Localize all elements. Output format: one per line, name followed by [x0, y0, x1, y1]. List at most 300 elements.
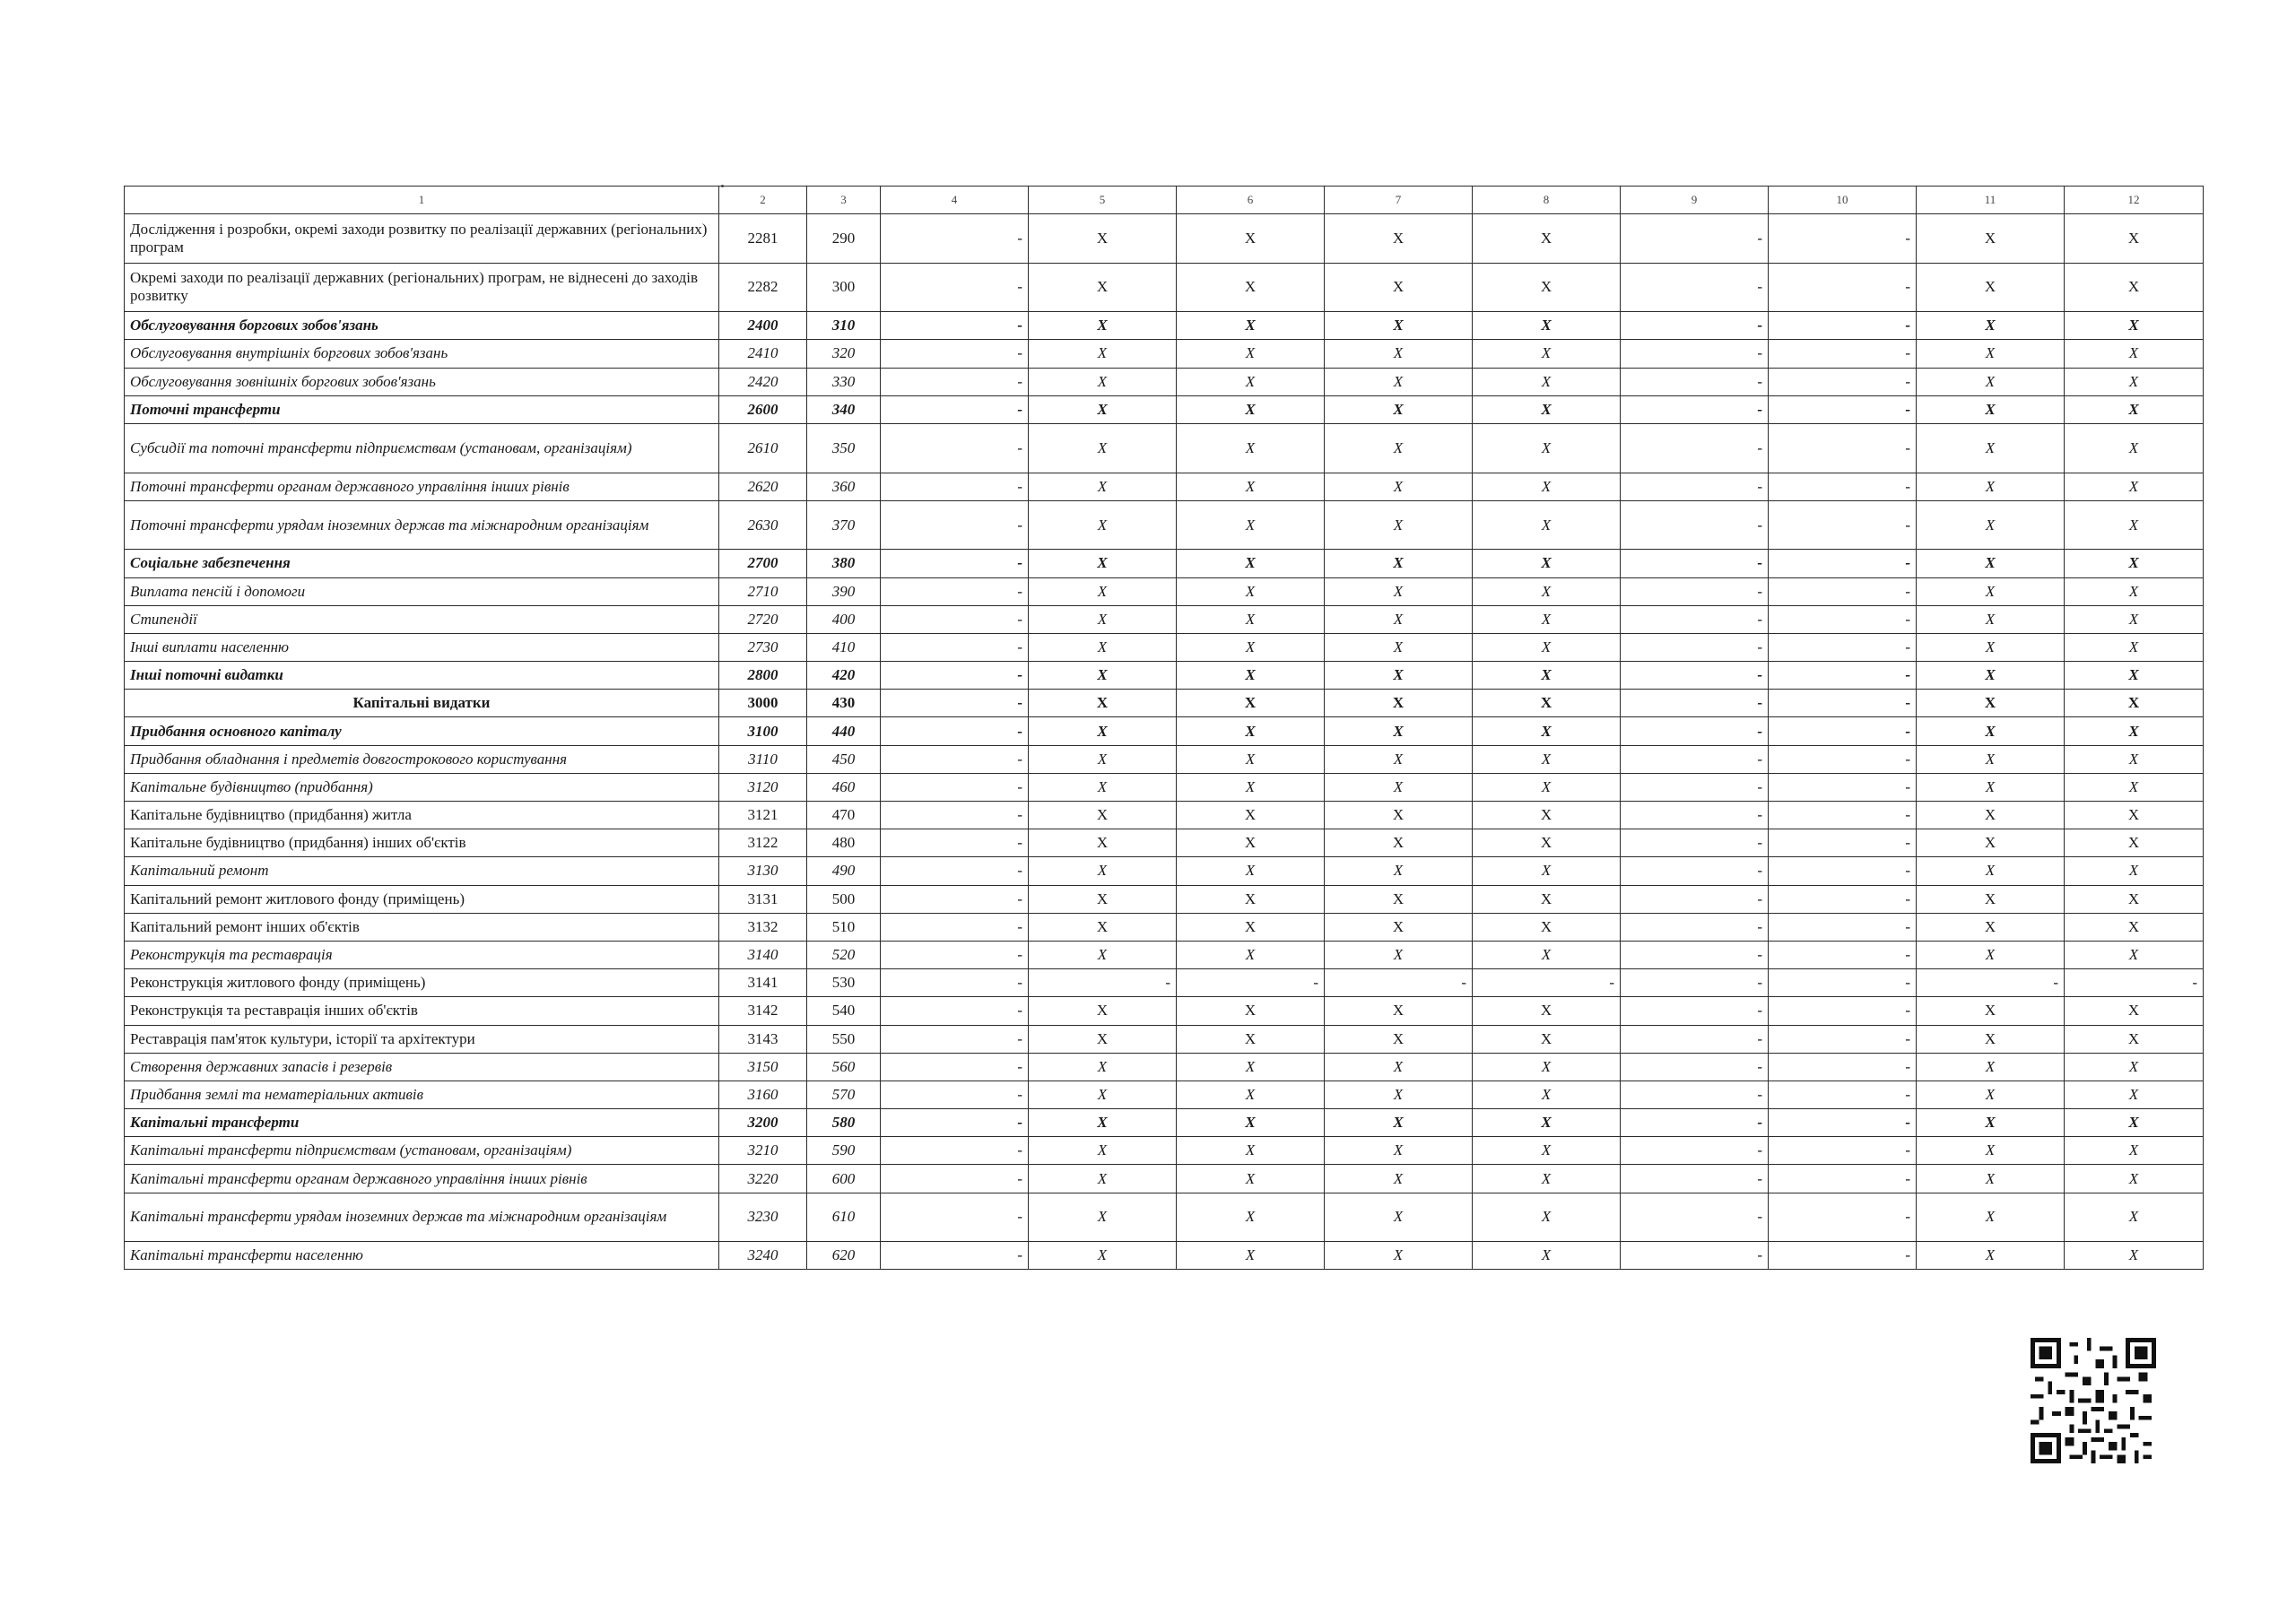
row-code: 2620: [719, 473, 807, 500]
row-name: Субсидії та поточні трансферти підприємствам (установам, організаціям): [125, 423, 719, 473]
row-line-number: 620: [807, 1242, 881, 1270]
row-value-cell: X: [1177, 1025, 1325, 1053]
row-value-cell: X: [1325, 997, 1473, 1025]
row-value-cell: -: [881, 717, 1029, 745]
row-value-cell: X: [1917, 885, 2065, 913]
row-value-cell: X: [2065, 550, 2204, 577]
row-value-cell: -: [1621, 745, 1769, 773]
row-code: 2710: [719, 577, 807, 605]
row-code: 2281: [719, 214, 807, 264]
row-name: Інші виплати населенню: [125, 633, 719, 661]
row-value-cell: -: [1621, 717, 1769, 745]
row-value-cell: -: [1769, 773, 1917, 801]
row-value-cell: -: [1621, 1165, 1769, 1193]
row-value-cell: X: [1029, 941, 1177, 968]
row-value-cell: X: [2065, 941, 2204, 968]
row-value-cell: X: [1917, 662, 2065, 690]
row-value-cell: -: [1769, 633, 1917, 661]
row-line-number: 570: [807, 1081, 881, 1108]
row-line-number: 380: [807, 550, 881, 577]
column-number-cell: 11: [1917, 187, 2065, 214]
row-value-cell: -: [881, 312, 1029, 340]
table-row: [125, 1137, 2204, 1165]
column-number-cell: 3: [807, 187, 881, 214]
row-value-cell: -: [1769, 340, 1917, 368]
table-row: [125, 605, 2204, 633]
row-value-cell: X: [1177, 717, 1325, 745]
row-value-cell: -: [881, 550, 1029, 577]
row-value-cell: X: [1325, 1053, 1473, 1081]
row-value-cell: -: [1473, 969, 1621, 997]
row-line-number: 410: [807, 633, 881, 661]
table-row: [125, 717, 2204, 745]
row-value-cell: -: [881, 1137, 1029, 1165]
row-value-cell: X: [1917, 1137, 2065, 1165]
row-code: 3120: [719, 773, 807, 801]
row-value-cell: -: [1621, 395, 1769, 423]
row-name: Капітальний ремонт: [125, 857, 719, 885]
row-value-cell: X: [1177, 941, 1325, 968]
row-value-cell: X: [1917, 423, 2065, 473]
row-value-cell: -: [1621, 500, 1769, 550]
row-code: 3200: [719, 1109, 807, 1137]
row-code: 3141: [719, 969, 807, 997]
row-value-cell: X: [1177, 745, 1325, 773]
row-name: Капітальний ремонт інших об'єктів: [125, 913, 719, 941]
report-table-body: [125, 187, 2204, 1270]
row-value-cell: X: [2065, 1137, 2204, 1165]
row-value-cell: X: [2065, 913, 2204, 941]
table-row: [125, 1242, 2204, 1270]
row-value-cell: X: [1177, 633, 1325, 661]
row-value-cell: -: [881, 368, 1029, 395]
row-value-cell: -: [1769, 997, 1917, 1025]
row-value-cell: X: [1473, 312, 1621, 340]
row-value-cell: -: [1621, 423, 1769, 473]
row-value-cell: X: [1177, 423, 1325, 473]
table-row: [125, 829, 2204, 857]
row-value-cell: -: [881, 423, 1029, 473]
row-value-cell: X: [1473, 500, 1621, 550]
row-name: Соціальне забезпечення: [125, 550, 719, 577]
report-table-container: [124, 186, 2203, 1270]
row-name: Виплата пенсій і допомоги: [125, 577, 719, 605]
row-value-cell: X: [1917, 1165, 2065, 1193]
row-value-cell: -: [1769, 1193, 1917, 1242]
row-value-cell: -: [1769, 263, 1917, 312]
row-value-cell: X: [1325, 423, 1473, 473]
row-value-cell: -: [881, 662, 1029, 690]
row-value-cell: -: [1621, 1242, 1769, 1270]
row-value-cell: X: [2065, 500, 2204, 550]
row-value-cell: -: [1917, 969, 2065, 997]
table-row: [125, 745, 2204, 773]
row-code: 3150: [719, 1053, 807, 1081]
row-value-cell: -: [1325, 969, 1473, 997]
row-value-cell: X: [1029, 745, 1177, 773]
row-value-cell: X: [1177, 500, 1325, 550]
row-code: 3142: [719, 997, 807, 1025]
table-row: [125, 997, 2204, 1025]
row-value-cell: -: [1769, 500, 1917, 550]
row-value-cell: X: [2065, 997, 2204, 1025]
row-line-number: 490: [807, 857, 881, 885]
row-value-cell: -: [1769, 941, 1917, 968]
row-value-cell: -: [1621, 214, 1769, 264]
table-row: [125, 1109, 2204, 1137]
row-value-cell: X: [1325, 690, 1473, 717]
row-value-cell: X: [1325, 1137, 1473, 1165]
row-code: 3100: [719, 717, 807, 745]
row-line-number: 510: [807, 913, 881, 941]
row-value-cell: -: [1769, 312, 1917, 340]
column-number-cell: 9: [1621, 187, 1769, 214]
row-value-cell: X: [2065, 368, 2204, 395]
row-value-cell: X: [1029, 1165, 1177, 1193]
row-value-cell: X: [1177, 473, 1325, 500]
row-line-number: 370: [807, 500, 881, 550]
row-value-cell: X: [1029, 500, 1177, 550]
row-value-cell: X: [1029, 997, 1177, 1025]
row-value-cell: X: [1325, 745, 1473, 773]
row-value-cell: X: [2065, 829, 2204, 857]
row-value-cell: X: [1917, 312, 2065, 340]
row-name: Обслуговування боргових зобов'язань: [125, 312, 719, 340]
row-value-cell: X: [1917, 550, 2065, 577]
row-value-cell: X: [1325, 717, 1473, 745]
row-value-cell: X: [2065, 577, 2204, 605]
row-value-cell: X: [1029, 1081, 1177, 1108]
row-name: Обслуговування внутрішніх боргових зобов'язань: [125, 340, 719, 368]
row-value-cell: -: [1621, 368, 1769, 395]
row-value-cell: -: [1621, 773, 1769, 801]
row-value-cell: -: [881, 913, 1029, 941]
row-value-cell: X: [1473, 913, 1621, 941]
table-row: [125, 473, 2204, 500]
row-value-cell: X: [1325, 473, 1473, 500]
row-value-cell: X: [2065, 662, 2204, 690]
row-name: Дослідження і розробки, окремі заходи розвитку по реалізації державних (регіональних) програм: [125, 214, 719, 264]
row-line-number: 390: [807, 577, 881, 605]
column-number-cell: 7: [1325, 187, 1473, 214]
row-value-cell: X: [1029, 829, 1177, 857]
row-value-cell: -: [1769, 214, 1917, 264]
table-row: [125, 1025, 2204, 1053]
column-number-cell: 2: [719, 187, 807, 214]
row-value-cell: -: [881, 395, 1029, 423]
row-value-cell: X: [2065, 395, 2204, 423]
row-value-cell: -: [1769, 1165, 1917, 1193]
row-name: Поточні трансферти органам державного управління інших рівнів: [125, 473, 719, 500]
table-row: [125, 1053, 2204, 1081]
row-value-cell: X: [1325, 500, 1473, 550]
row-value-cell: X: [1917, 577, 2065, 605]
row-value-cell: -: [881, 340, 1029, 368]
row-value-cell: -: [1769, 829, 1917, 857]
row-value-cell: X: [1473, 662, 1621, 690]
row-value-cell: X: [2065, 633, 2204, 661]
row-value-cell: X: [1029, 368, 1177, 395]
row-name: Придбання землі та нематеріальних активів: [125, 1081, 719, 1108]
row-value-cell: X: [1473, 941, 1621, 968]
row-value-cell: -: [1769, 395, 1917, 423]
row-line-number: 560: [807, 1053, 881, 1081]
row-value-cell: X: [1029, 605, 1177, 633]
row-value-cell: X: [1177, 1109, 1325, 1137]
row-value-cell: X: [1473, 1165, 1621, 1193]
row-value-cell: X: [1029, 395, 1177, 423]
row-name: Реставрація пам'яток культури, історії та архітектури: [125, 1025, 719, 1053]
row-value-cell: X: [1177, 1137, 1325, 1165]
row-value-cell: X: [1473, 885, 1621, 913]
row-value-cell: -: [1621, 605, 1769, 633]
row-name: Капітальні трансферти підприємствам (установам, організаціям): [125, 1137, 719, 1165]
table-row: [125, 802, 2204, 829]
table-row: [125, 1193, 2204, 1242]
row-value-cell: X: [1177, 802, 1325, 829]
table-row: [125, 773, 2204, 801]
row-code: 3110: [719, 745, 807, 773]
row-value-cell: X: [1029, 913, 1177, 941]
row-value-cell: -: [1621, 829, 1769, 857]
row-value-cell: X: [1029, 214, 1177, 264]
row-value-cell: X: [1029, 577, 1177, 605]
row-value-cell: -: [1621, 263, 1769, 312]
row-value-cell: X: [1177, 605, 1325, 633]
row-value-cell: -: [1769, 605, 1917, 633]
row-value-cell: X: [1177, 662, 1325, 690]
row-value-cell: X: [1917, 802, 2065, 829]
row-value-cell: X: [1473, 829, 1621, 857]
row-value-cell: X: [1325, 1025, 1473, 1053]
row-value-cell: -: [1621, 577, 1769, 605]
row-value-cell: X: [2065, 802, 2204, 829]
row-value-cell: X: [1177, 1193, 1325, 1242]
row-value-cell: X: [1177, 577, 1325, 605]
row-value-cell: X: [1177, 885, 1325, 913]
row-line-number: 440: [807, 717, 881, 745]
row-code: 2720: [719, 605, 807, 633]
row-value-cell: X: [2065, 473, 2204, 500]
column-number-cell: 1: [125, 187, 719, 214]
row-value-cell: X: [1473, 1025, 1621, 1053]
table-row: [125, 550, 2204, 577]
row-code: 2730: [719, 633, 807, 661]
row-line-number: 610: [807, 1193, 881, 1242]
row-value-cell: X: [1917, 997, 2065, 1025]
column-number-cell: 6: [1177, 187, 1325, 214]
row-value-cell: -: [1621, 1081, 1769, 1108]
row-name: Капітальне будівництво (придбання) інших об'єктів: [125, 829, 719, 857]
row-value-cell: X: [1917, 1025, 2065, 1053]
row-value-cell: -: [881, 605, 1029, 633]
row-line-number: 300: [807, 263, 881, 312]
row-value-cell: X: [1917, 941, 2065, 968]
row-value-cell: -: [1769, 577, 1917, 605]
row-value-cell: -: [1769, 1081, 1917, 1108]
row-name: Капітальні трансферти урядам іноземних держав та міжнародним організаціям: [125, 1193, 719, 1242]
row-value-cell: X: [1917, 745, 2065, 773]
row-code: 3122: [719, 829, 807, 857]
row-value-cell: X: [2065, 857, 2204, 885]
row-value-cell: X: [1473, 997, 1621, 1025]
row-value-cell: X: [1177, 1242, 1325, 1270]
row-name: Капітальні трансферти: [125, 1109, 719, 1137]
row-value-cell: X: [1917, 913, 2065, 941]
row-value-cell: X: [1177, 913, 1325, 941]
row-value-cell: -: [1769, 1053, 1917, 1081]
row-value-cell: X: [1177, 1053, 1325, 1081]
row-value-cell: X: [1325, 1193, 1473, 1242]
row-value-cell: X: [2065, 423, 2204, 473]
row-value-cell: X: [1325, 263, 1473, 312]
row-line-number: 480: [807, 829, 881, 857]
row-value-cell: -: [1769, 913, 1917, 941]
row-value-cell: X: [2065, 1025, 2204, 1053]
row-value-cell: X: [1473, 550, 1621, 577]
row-value-cell: -: [1769, 885, 1917, 913]
row-value-cell: X: [1029, 857, 1177, 885]
row-value-cell: X: [2065, 717, 2204, 745]
row-value-cell: X: [1917, 340, 2065, 368]
row-value-cell: X: [1917, 857, 2065, 885]
row-name: Капітальні трансферти населенню: [125, 1242, 719, 1270]
row-value-cell: X: [1917, 473, 2065, 500]
row-value-cell: X: [2065, 340, 2204, 368]
row-value-cell: -: [881, 885, 1029, 913]
row-value-cell: X: [1029, 312, 1177, 340]
table-row: [125, 885, 2204, 913]
column-number-row: [125, 187, 2204, 214]
row-value-cell: -: [881, 1165, 1029, 1193]
row-value-cell: X: [2065, 1109, 2204, 1137]
table-row: [125, 263, 2204, 312]
row-value-cell: X: [1177, 340, 1325, 368]
row-value-cell: X: [1177, 368, 1325, 395]
row-code: 3130: [719, 857, 807, 885]
row-value-cell: -: [1621, 1137, 1769, 1165]
row-value-cell: -: [1769, 1137, 1917, 1165]
row-value-cell: -: [881, 745, 1029, 773]
row-code: 3210: [719, 1137, 807, 1165]
row-code: 2610: [719, 423, 807, 473]
row-value-cell: -: [1769, 745, 1917, 773]
row-code: 3140: [719, 941, 807, 968]
table-row: [125, 395, 2204, 423]
row-line-number: 430: [807, 690, 881, 717]
row-value-cell: X: [1029, 550, 1177, 577]
row-line-number: 360: [807, 473, 881, 500]
row-value-cell: X: [1473, 717, 1621, 745]
row-value-cell: -: [881, 969, 1029, 997]
row-line-number: 540: [807, 997, 881, 1025]
row-code: 3240: [719, 1242, 807, 1270]
row-value-cell: -: [881, 1081, 1029, 1108]
row-value-cell: X: [1177, 214, 1325, 264]
row-value-cell: X: [1029, 263, 1177, 312]
row-code: 3160: [719, 1081, 807, 1108]
row-value-cell: -: [1621, 340, 1769, 368]
row-line-number: 400: [807, 605, 881, 633]
row-value-cell: -: [1621, 312, 1769, 340]
row-value-cell: -: [881, 829, 1029, 857]
row-line-number: 320: [807, 340, 881, 368]
row-value-cell: X: [1325, 633, 1473, 661]
table-row: [125, 214, 2204, 264]
row-value-cell: X: [1029, 1025, 1177, 1053]
table-row: [125, 969, 2204, 997]
row-value-cell: -: [1769, 473, 1917, 500]
row-value-cell: X: [1917, 214, 2065, 264]
row-value-cell: X: [1029, 662, 1177, 690]
row-code: 3132: [719, 913, 807, 941]
row-value-cell: X: [1917, 395, 2065, 423]
row-value-cell: X: [1325, 941, 1473, 968]
row-value-cell: X: [1177, 997, 1325, 1025]
table-row: [125, 1081, 2204, 1108]
row-value-cell: X: [1473, 423, 1621, 473]
row-value-cell: -: [1029, 969, 1177, 997]
row-value-cell: -: [881, 1025, 1029, 1053]
row-value-cell: X: [1325, 1165, 1473, 1193]
row-value-cell: -: [1621, 802, 1769, 829]
row-value-cell: X: [1029, 1137, 1177, 1165]
row-value-cell: X: [1177, 1165, 1325, 1193]
row-name: Капітальне будівництво (придбання): [125, 773, 719, 801]
row-value-cell: -: [881, 473, 1029, 500]
row-value-cell: X: [1917, 633, 2065, 661]
row-name: Капітальні видатки: [125, 690, 719, 717]
row-name: Поточні трансферти урядам іноземних держав та міжнародним організаціям: [125, 500, 719, 550]
row-value-cell: -: [881, 500, 1029, 550]
row-value-cell: X: [1177, 773, 1325, 801]
row-value-cell: X: [1917, 717, 2065, 745]
row-line-number: 470: [807, 802, 881, 829]
table-row: [125, 1165, 2204, 1193]
row-line-number: 550: [807, 1025, 881, 1053]
table-row: [125, 368, 2204, 395]
row-line-number: 330: [807, 368, 881, 395]
row-code: 2800: [719, 662, 807, 690]
row-code: 2600: [719, 395, 807, 423]
row-name: Реконструкція житлового фонду (приміщень): [125, 969, 719, 997]
table-row: [125, 423, 2204, 473]
row-value-cell: -: [881, 941, 1029, 968]
row-value-cell: X: [1473, 1053, 1621, 1081]
row-value-cell: X: [1473, 263, 1621, 312]
row-line-number: 580: [807, 1109, 881, 1137]
row-value-cell: X: [2065, 1193, 2204, 1242]
row-line-number: 460: [807, 773, 881, 801]
row-value-cell: -: [881, 633, 1029, 661]
row-value-cell: X: [1325, 605, 1473, 633]
row-code: 3121: [719, 802, 807, 829]
row-value-cell: X: [2065, 745, 2204, 773]
row-value-cell: -: [1769, 802, 1917, 829]
row-value-cell: -: [881, 577, 1029, 605]
row-line-number: 600: [807, 1165, 881, 1193]
row-value-cell: -: [1621, 885, 1769, 913]
row-value-cell: -: [881, 690, 1029, 717]
row-value-cell: -: [1621, 857, 1769, 885]
row-code: 2420: [719, 368, 807, 395]
row-value-cell: X: [1917, 263, 2065, 312]
row-value-cell: X: [1325, 395, 1473, 423]
row-value-cell: X: [1917, 1081, 2065, 1108]
row-value-cell: -: [1769, 1025, 1917, 1053]
row-value-cell: X: [1917, 829, 2065, 857]
row-value-cell: X: [1029, 1242, 1177, 1270]
